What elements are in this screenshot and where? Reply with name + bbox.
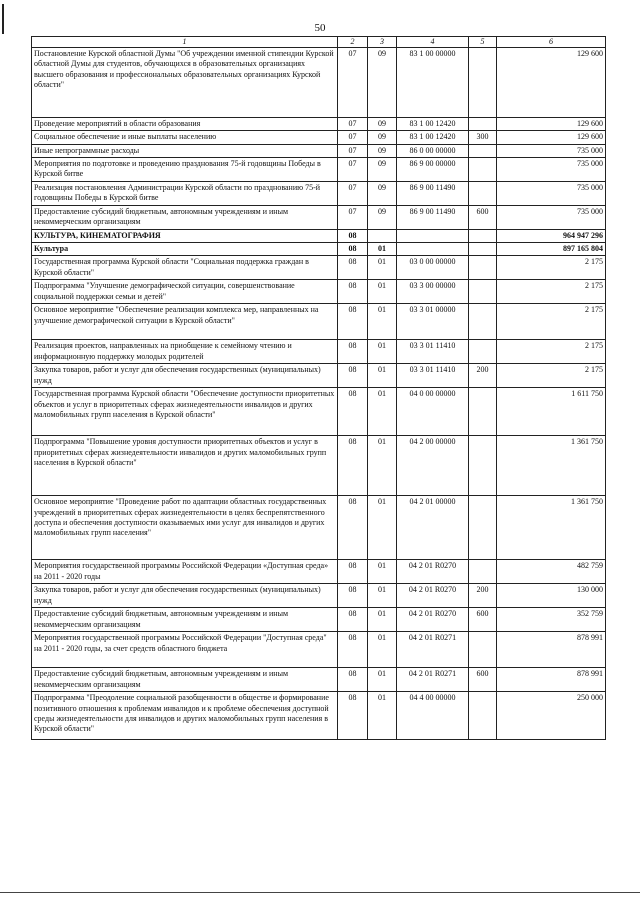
row-name-cell: Предоставление субсидий бюджетным, автономным учреждениям и иным некоммерческим организациям bbox=[32, 205, 338, 229]
row-name-cell: Подпрограмма "Преодоление социальной разобщенности в обществе и формирование позитивного отношения к проблемам инвалидов и к проблеме обеспечения доступной среды жизнедеятельности для инвалидов и других маломобильных групп населения в Курской области" bbox=[32, 692, 338, 740]
row-subsection-cell: 01 bbox=[368, 584, 397, 608]
row-expense-type-cell bbox=[469, 692, 497, 740]
header-col-3: 3 bbox=[368, 37, 397, 48]
row-name-cell: Социальное обеспечение и иные выплаты населению bbox=[32, 131, 338, 144]
row-section-cell: 07 bbox=[338, 205, 368, 229]
table-row bbox=[32, 608, 606, 632]
row-name-cell: Подпрограмма "Улучшение демографической ситуации, совершенствование социальной поддержки семьи и детей" bbox=[32, 280, 338, 304]
table-row bbox=[32, 304, 606, 340]
table-row bbox=[32, 632, 606, 668]
row-subsection-cell: 09 bbox=[368, 144, 397, 157]
row-subsection-cell: 01 bbox=[368, 560, 397, 584]
row-subsection-cell: 09 bbox=[368, 205, 397, 229]
row-target-article-cell: 03 3 01 11410 bbox=[397, 340, 469, 364]
row-target-article-cell: 04 0 00 00000 bbox=[397, 388, 469, 436]
row-subsection-cell: 01 bbox=[368, 243, 397, 256]
page-bottom-rule bbox=[0, 892, 640, 893]
row-name-cell: Проведение мероприятий в области образования bbox=[32, 118, 338, 131]
table-row bbox=[32, 229, 606, 242]
row-section-cell: 08 bbox=[338, 243, 368, 256]
row-target-article-cell: 83 1 00 12420 bbox=[397, 131, 469, 144]
row-target-article-cell: 04 2 01 R0271 bbox=[397, 668, 469, 692]
table-header-row bbox=[32, 37, 606, 48]
row-subsection-cell: 01 bbox=[368, 304, 397, 340]
row-name-cell: Мероприятия государственной программы Российской Федерации "Доступная среда" на 2011 - 2020 годы, за счет средств областного бюджета bbox=[32, 632, 338, 668]
row-target-article-cell: 03 3 00 00000 bbox=[397, 280, 469, 304]
row-amount-cell: 129 600 bbox=[497, 118, 606, 131]
row-amount-cell: 352 759 bbox=[497, 608, 606, 632]
row-amount-cell: 2 175 bbox=[497, 304, 606, 340]
row-name-cell: КУЛЬТУРА, КИНЕМАТОГРАФИЯ bbox=[32, 229, 338, 242]
row-target-article-cell: 86 9 00 11490 bbox=[397, 181, 469, 205]
row-section-cell: 08 bbox=[338, 496, 368, 560]
row-target-article-cell: 04 4 00 00000 bbox=[397, 692, 469, 740]
row-target-article-cell: 04 2 00 00000 bbox=[397, 436, 469, 496]
row-subsection-cell: 09 bbox=[368, 48, 397, 118]
header-col-6: 6 bbox=[497, 37, 606, 48]
row-section-cell: 08 bbox=[338, 668, 368, 692]
row-section-cell: 08 bbox=[338, 560, 368, 584]
row-name-cell: Государственная программа Курской области "Обеспечение доступности приоритетных объектов и услуг в приоритетных сферах жизнедеятельности инвалидов и других маломобильных групп населения в Курской области" bbox=[32, 388, 338, 436]
table-row bbox=[32, 157, 606, 181]
row-expense-type-cell bbox=[469, 496, 497, 560]
row-expense-type-cell bbox=[469, 340, 497, 364]
row-expense-type-cell bbox=[469, 144, 497, 157]
row-expense-type-cell: 600 bbox=[469, 668, 497, 692]
table-row bbox=[32, 388, 606, 436]
row-section-cell: 07 bbox=[338, 144, 368, 157]
row-expense-type-cell bbox=[469, 304, 497, 340]
row-section-cell: 08 bbox=[338, 304, 368, 340]
row-section-cell: 08 bbox=[338, 340, 368, 364]
row-expense-type-cell bbox=[469, 157, 497, 181]
row-name-cell: Государственная программа Курской области "Социальная поддержка граждан в Курской области" bbox=[32, 256, 338, 280]
row-amount-cell: 897 165 804 bbox=[497, 243, 606, 256]
row-section-cell: 07 bbox=[338, 181, 368, 205]
row-section-cell: 07 bbox=[338, 48, 368, 118]
row-subsection-cell: 09 bbox=[368, 131, 397, 144]
row-subsection-cell: 01 bbox=[368, 496, 397, 560]
row-expense-type-cell: 200 bbox=[469, 364, 497, 388]
row-subsection-cell: 09 bbox=[368, 157, 397, 181]
row-amount-cell: 129 600 bbox=[497, 131, 606, 144]
row-target-article-cell: 03 3 01 00000 bbox=[397, 304, 469, 340]
row-amount-cell: 964 947 296 bbox=[497, 229, 606, 242]
row-expense-type-cell bbox=[469, 118, 497, 131]
row-target-article-cell: 03 0 00 00000 bbox=[397, 256, 469, 280]
row-name-cell: Основное мероприятие "Проведение работ по адаптации областных государственных учреждений в приоритетных сферах жизнедеятельности в целях беспрепятственного доступа и обеспечения доступности оказываемых ими услуг для инвалидов и других маломобильных групп населения" bbox=[32, 496, 338, 560]
row-section-cell: 08 bbox=[338, 229, 368, 242]
row-target-article-cell bbox=[397, 243, 469, 256]
row-name-cell: Мероприятия по подготовке и проведению празднования 75-й годовщины Победы в Курской битве bbox=[32, 157, 338, 181]
row-expense-type-cell bbox=[469, 280, 497, 304]
table-row bbox=[32, 436, 606, 496]
row-amount-cell: 129 600 bbox=[497, 48, 606, 118]
row-section-cell: 07 bbox=[338, 131, 368, 144]
table-row bbox=[32, 205, 606, 229]
row-expense-type-cell bbox=[469, 243, 497, 256]
row-name-cell: Иные непрограммные расходы bbox=[32, 144, 338, 157]
row-amount-cell: 735 000 bbox=[497, 144, 606, 157]
row-subsection-cell: 09 bbox=[368, 181, 397, 205]
row-name-cell: Предоставление субсидий бюджетным, автономным учреждениям и иным некоммерческим организациям bbox=[32, 608, 338, 632]
table-row bbox=[32, 668, 606, 692]
row-subsection-cell: 01 bbox=[368, 256, 397, 280]
row-section-cell: 08 bbox=[338, 632, 368, 668]
row-expense-type-cell bbox=[469, 560, 497, 584]
row-expense-type-cell bbox=[469, 632, 497, 668]
row-expense-type-cell bbox=[469, 388, 497, 436]
row-amount-cell: 482 759 bbox=[497, 560, 606, 584]
row-section-cell: 08 bbox=[338, 692, 368, 740]
row-name-cell: Реализация постановления Администрации Курской области по празднованию 75-й годовщины Победы в Курской битве bbox=[32, 181, 338, 205]
row-expense-type-cell: 600 bbox=[469, 608, 497, 632]
row-amount-cell: 130 000 bbox=[497, 584, 606, 608]
table-row bbox=[32, 280, 606, 304]
row-section-cell: 08 bbox=[338, 280, 368, 304]
table-row bbox=[32, 118, 606, 131]
row-target-article-cell: 04 2 01 R0271 bbox=[397, 632, 469, 668]
header-col-2: 2 bbox=[338, 37, 368, 48]
row-expense-type-cell: 600 bbox=[469, 205, 497, 229]
row-target-article-cell: 04 2 01 R0270 bbox=[397, 608, 469, 632]
row-section-cell: 08 bbox=[338, 608, 368, 632]
row-target-article-cell: 04 2 01 00000 bbox=[397, 496, 469, 560]
row-expense-type-cell bbox=[469, 48, 497, 118]
table-row bbox=[32, 340, 606, 364]
row-name-cell: Закупка товаров, работ и услуг для обеспечения государственных (муниципальных) нужд bbox=[32, 584, 338, 608]
row-name-cell: Мероприятия государственной программы Российской Федерации «Доступная среда» на 2011 - 2020 годы bbox=[32, 560, 338, 584]
row-subsection-cell: 01 bbox=[368, 692, 397, 740]
table-row bbox=[32, 256, 606, 280]
table-body bbox=[32, 48, 606, 740]
row-amount-cell: 2 175 bbox=[497, 364, 606, 388]
row-name-cell: Подпрограмма "Повышение уровня доступности приоритетных объектов и услуг в приоритетных сферах жизнедеятельности инвалидов и других маломобильных групп населения в Курской области" bbox=[32, 436, 338, 496]
row-name-cell: Культура bbox=[32, 243, 338, 256]
row-expense-type-cell: 300 bbox=[469, 131, 497, 144]
row-amount-cell: 878 991 bbox=[497, 632, 606, 668]
budget-table bbox=[31, 36, 606, 740]
row-target-article-cell: 03 3 01 11410 bbox=[397, 364, 469, 388]
row-subsection-cell: 01 bbox=[368, 340, 397, 364]
row-subsection-cell: 01 bbox=[368, 668, 397, 692]
table-row bbox=[32, 692, 606, 740]
row-section-cell: 08 bbox=[338, 364, 368, 388]
row-target-article-cell: 04 2 01 R0270 bbox=[397, 584, 469, 608]
header-col-4: 4 bbox=[397, 37, 469, 48]
table-row bbox=[32, 48, 606, 118]
row-target-article-cell bbox=[397, 229, 469, 242]
row-target-article-cell: 86 9 00 00000 bbox=[397, 157, 469, 181]
row-expense-type-cell bbox=[469, 181, 497, 205]
row-target-article-cell: 86 0 00 00000 bbox=[397, 144, 469, 157]
row-name-cell: Основное мероприятие "Обеспечение реализации комплекса мер, направленных на улучшение демографической ситуации в Курской области" bbox=[32, 304, 338, 340]
row-amount-cell: 735 000 bbox=[497, 157, 606, 181]
row-name-cell: Реализация проектов, направленных на приобщение к семейному чтению и информационную поддержку молодых родителей bbox=[32, 340, 338, 364]
row-expense-type-cell bbox=[469, 229, 497, 242]
table-row bbox=[32, 560, 606, 584]
row-section-cell: 08 bbox=[338, 584, 368, 608]
row-expense-type-cell bbox=[469, 256, 497, 280]
row-target-article-cell: 04 2 01 R0270 bbox=[397, 560, 469, 584]
row-subsection-cell: 01 bbox=[368, 632, 397, 668]
table-row bbox=[32, 131, 606, 144]
row-section-cell: 08 bbox=[338, 388, 368, 436]
row-amount-cell: 2 175 bbox=[497, 256, 606, 280]
table-row bbox=[32, 144, 606, 157]
table-row bbox=[32, 496, 606, 560]
row-amount-cell: 250 000 bbox=[497, 692, 606, 740]
row-subsection-cell: 01 bbox=[368, 608, 397, 632]
table-row bbox=[32, 243, 606, 256]
table-row bbox=[32, 181, 606, 205]
row-name-cell: Постановление Курской областной Думы "Об учреждении именной стипендии Курской областной Думы для студентов, обучающихся в образовательных организациях высшего образования и профессиональных образовательных организациях Курской области" bbox=[32, 48, 338, 118]
row-subsection-cell: 09 bbox=[368, 118, 397, 131]
row-subsection-cell: 01 bbox=[368, 388, 397, 436]
row-amount-cell: 735 000 bbox=[497, 205, 606, 229]
header-col-5: 5 bbox=[469, 37, 497, 48]
row-subsection-cell: 01 bbox=[368, 280, 397, 304]
table-row bbox=[32, 364, 606, 388]
row-section-cell: 07 bbox=[338, 157, 368, 181]
row-amount-cell: 735 000 bbox=[497, 181, 606, 205]
row-name-cell: Предоставление субсидий бюджетным, автономным учреждениям и иным некоммерческим организациям bbox=[32, 668, 338, 692]
row-target-article-cell: 83 1 00 12420 bbox=[397, 118, 469, 131]
row-name-cell: Закупка товаров, работ и услуг для обеспечения государственных (муниципальных) нужд bbox=[32, 364, 338, 388]
row-amount-cell: 1 361 750 bbox=[497, 496, 606, 560]
row-subsection-cell: 01 bbox=[368, 364, 397, 388]
row-amount-cell: 2 175 bbox=[497, 280, 606, 304]
row-target-article-cell: 83 1 00 00000 bbox=[397, 48, 469, 118]
row-target-article-cell: 86 9 00 11490 bbox=[397, 205, 469, 229]
row-section-cell: 07 bbox=[338, 118, 368, 131]
row-amount-cell: 1 611 750 bbox=[497, 388, 606, 436]
row-section-cell: 08 bbox=[338, 256, 368, 280]
row-section-cell: 08 bbox=[338, 436, 368, 496]
row-expense-type-cell: 200 bbox=[469, 584, 497, 608]
row-amount-cell: 1 361 750 bbox=[497, 436, 606, 496]
row-expense-type-cell bbox=[469, 436, 497, 496]
page-number: 50 bbox=[314, 22, 326, 34]
row-subsection-cell: 01 bbox=[368, 436, 397, 496]
table-row bbox=[32, 584, 606, 608]
row-amount-cell: 878 991 bbox=[497, 668, 606, 692]
row-amount-cell: 2 175 bbox=[497, 340, 606, 364]
header-col-1: 1 bbox=[32, 37, 338, 48]
row-subsection-cell bbox=[368, 229, 397, 242]
